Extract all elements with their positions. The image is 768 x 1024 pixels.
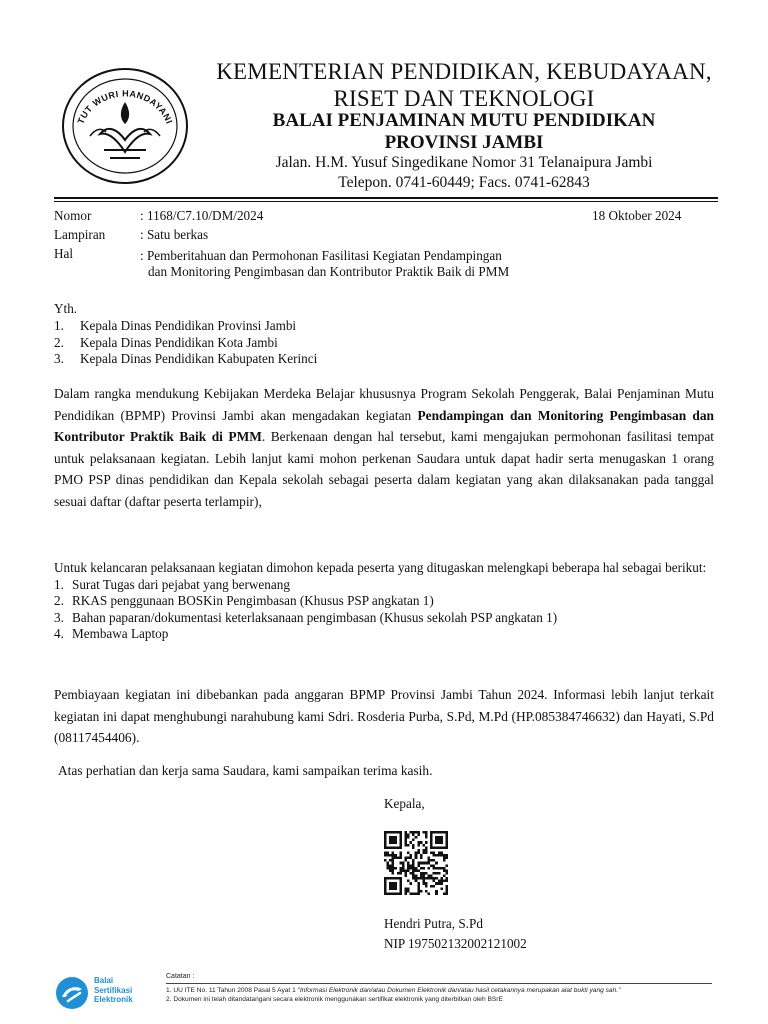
footer-divider bbox=[166, 983, 712, 984]
phone-line: Telepon. 0741-60449; Facs. 0741-62843 bbox=[338, 174, 590, 191]
nomor-value: : 1168/C7.10/DM/2024 bbox=[140, 208, 264, 223]
requirement-item: 2. RKAS penggunaan BOSKin Pengimbasan (Khusus PSP angkatan 1) bbox=[54, 593, 434, 608]
signature-title: Kepala, bbox=[384, 796, 425, 811]
paragraph-funding: Pembiayaan kegiatan ini dibebankan pada anggaran BPMP Provinsi Jambi Tahun 2024. Informasi lebih lanjut terkait kegiatan ini dapat menghubungi narahubung kami Sdri. Rosderia Purba, S.Pd, M.Pd (HP.085384746632) dan Hayati, S.Pd (08117454406). bbox=[54, 687, 714, 745]
qr-code bbox=[384, 831, 448, 895]
balai-line-2: PROVINSI JAMBI bbox=[384, 132, 544, 153]
address-line: Jalan. H.M. Yusuf Singedikane Nomor 31 Telanaipura Jambi bbox=[275, 154, 653, 171]
lampiran-label: Lampiran bbox=[54, 227, 106, 242]
recipient-item: 1. Kepala Dinas Pendidikan Provinsi Jambi bbox=[54, 318, 297, 333]
lampiran-value: : Satu berkas bbox=[140, 227, 209, 242]
closing-text: Atas perhatian dan kerja sama Saudara, kami sampaikan terima kasih. bbox=[58, 763, 433, 778]
ministry-line-1: KEMENTERIAN PENDIDIKAN, KEBUDAYAAN, bbox=[216, 59, 712, 84]
institution-address bbox=[208, 153, 720, 193]
paragraph-intro: Dalam rangka mendukung Kebijakan Merdeka Belajar khususnya Program Sekolah Penggerak, Balai Penjaminan Mutu Pendidikan (BPMP) Provinsi Jambi akan mengadakan kegiatan Pendampingan dan Monitoring Pengimbasan dan Kontributor Praktik Baik di PMM. Berkenaan dengan hal tersebut, kami mengajukan permohonan fasilitasi tempat untuk pelaksanaan kegiatan. Lebih lanjut kami mohon perkenan Saudara untuk dapat hadir serta menugaskan 1 orang PMO PSP dinas pendidikan dan Kepala sekolah sebagai peserta dalam kegiatan yang akan dilaksanakan pada tanggal sesuai daftar (daftar peserta terlampir), bbox=[54, 386, 714, 509]
hal-value-line-2: dan Monitoring Pengimbasan dan Kontributor Praktik Baik di PMM bbox=[148, 264, 510, 279]
activity-name: Pendampingan dan Monitoring Pengimbasan dan Kontributor Praktik Baik di PMM bbox=[54, 407, 714, 444]
requirements-intro: Untuk kelancaran pelaksanaan kegiatan dimohon kepada peserta yang ditugaskan melengkapi beberapa hal sebagai berikut: bbox=[54, 560, 707, 575]
requirement-item: 3. Bahan paparan/dokumentasi keterlaksanaan pengimbasan (Khusus sekolah PSP angkatan 1) bbox=[54, 609, 558, 625]
signatory-name: Hendri Putra, S.Pd bbox=[384, 916, 483, 931]
hal-label: Hal bbox=[54, 246, 74, 261]
bsre-wordmark: Balai Sertifikasi Elektronik bbox=[94, 976, 133, 1004]
tut-wuri-handayani-logo bbox=[60, 66, 190, 186]
balai-line-1: BALAI PENJAMINAN MUTU PENDIDIKAN bbox=[272, 110, 656, 131]
nomor-label: Nomor bbox=[54, 208, 92, 223]
recipient-list bbox=[54, 318, 317, 368]
header-divider-thick bbox=[54, 197, 718, 199]
svg-text:TUT WURI HANDAYANI: TUT WURI HANDAYANI bbox=[75, 88, 175, 126]
catatan-label: Catatan : bbox=[166, 973, 195, 980]
recipient-item: 2. Kepala Dinas Pendidikan Kota Jambi bbox=[54, 334, 278, 350]
letter-date: 18 Oktober 2024 bbox=[592, 208, 682, 223]
hal-value-line-1: : Pemberitahuan dan Permohonan Fasilitasi Kegiatan Pendampingan bbox=[140, 248, 502, 263]
paragraph-requirements bbox=[54, 560, 714, 643]
requirement-item: 4. Membawa Laptop bbox=[54, 626, 169, 641]
bsre-logo-icon bbox=[54, 975, 90, 1011]
footer-notes bbox=[166, 986, 726, 1004]
greeting: Yth. bbox=[54, 301, 78, 316]
requirement-item: 1. Surat Tugas dari pejabat yang berwenang bbox=[54, 576, 290, 592]
footer-note-1: 1. UU ITE No. 11 Tahun 2008 Pasal 5 Ayat 1 "Informasi Elektronik dan/atau Dokumen Elektronik dan/atau hasil cetakannya merupakan alat bukti yang sah." bbox=[166, 987, 621, 994]
recipient-item: 3. Kepala Dinas Pendidikan Kabupaten Kerinci bbox=[54, 351, 318, 366]
footer-note-2: 2. Dokumen ini telah ditandatangani secara elektronik menggunakan sertifikat elektronik yang diterbitkan oleh BSrE bbox=[166, 996, 503, 1003]
header-divider-thin bbox=[54, 201, 718, 202]
institution-name bbox=[208, 110, 720, 154]
ministry-name bbox=[208, 58, 720, 112]
ministry-line-2: RISET DAN TEKNOLOGI bbox=[333, 86, 595, 111]
signatory-nip: NIP 197502132002121002 bbox=[384, 936, 527, 951]
